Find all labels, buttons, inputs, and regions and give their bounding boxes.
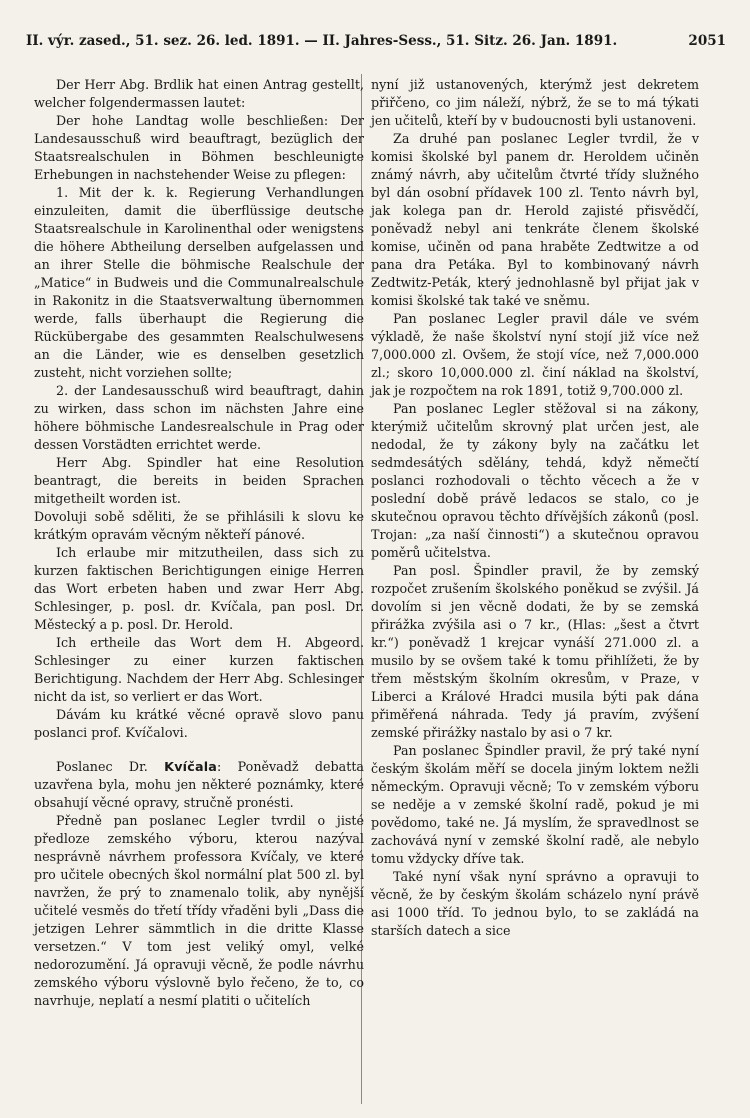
right-column (371, 76, 699, 940)
speaker-text: : Poněvadž debatta uzavřena byla, mohu jen některé poznámky, které obsahují věcné opravy, stručně pronésti. (34, 759, 364, 810)
page-number: 2051 (688, 33, 726, 49)
paragraph: Také nyní však nyní správno a opravuji to věcně, že by českým školám scházelo nyní právě asi 1000 tříd. To jednou bylo, to se zakládá na starších datech a sice (371, 869, 699, 938)
paragraph: Ich erlaube mir mitzutheilen, dass sich zu kurzen faktischen Berichtigungen einige Herren das Wort erbeten haben und zwar Herr Abg. Schlesinger, p. posl. dr. Kvíčala, pan posl. Dr. Městecký a p. posl. Dr. Herold. (34, 545, 364, 632)
paragraph: Pan poslanec Legler stěžoval si na zákony, kterýmiž učitelům skrovný plat určen jest, ale nedodal, že ty zákony byly na začátku let sedmdesátých sdělány, tehdá, když němečtí poslanci rozhodovali o těchto věcech a že v poslední době právě ledacos se stalo, co je skutečnou opravou těchto dřívějších zákonů (posl. Trojan: „za naší činnosti“) a skutečnou opravou poměrů učitelstva. (371, 401, 699, 560)
speaker-name: Kvíčala (164, 759, 218, 774)
paragraph: Dávám ku krátké věcné opravě slovo panu poslanci prof. Kvíčalovi. (34, 707, 364, 740)
speaker-intro: Poslanec Dr. (56, 759, 148, 774)
paragraph: Předně pan poslanec Legler tvrdil o jisté předloze zemského výboru, kterou nazýval nesprávně návrhem professora Kvíčaly, ve které pro učitele obecných škol normální plat 500 zl. byl navržen, že prý to znamenalo tolik, aby nynější učitelé vesměs do třetí třídy vřaděni byli „Dass die jetzigen Lehrer sämmtlich in die dritte Klasse versetzen.“ V tom jest veliký omyl, velké nedorozumění. Já opravuji věcně, že podle návrhu zemského výboru výslovně bylo řečeno, že to, co navrhuje, neplatí a nesmí platiti o učitelích (34, 813, 364, 1008)
running-head: II. výr. zased., 51. sez. 26. led. 1891. — II. Jahres-Sess., 51. Sitz. 26. Jan. 1891. (26, 33, 618, 49)
paragraph: Pan poslanec Špindler pravil, že prý také nyní českým školám měří se docela jiným loktem nežli německým. Opravuji věcně; To v zemském výboru se neděje a v zemské školní radě, pokud je mi povědomo, také ne. Já myslím, že spravedlnost se zachovává nyní v zemské školní radě, ale nebylo tomu vždycky dříve tak. (371, 743, 699, 866)
paragraph: Ich ertheile das Wort dem H. Abgeord. Schlesinger zu einer kurzen faktischen Berichtigung. Nachdem der Herr Abg. Schlesinger nicht da ist, so verliert er das Wort. (34, 635, 364, 704)
section-gap (34, 742, 364, 758)
paragraph: Der hohe Landtag wolle beschließen: Der Landesausschuß wird beauftragt, bezüglich der Staatsrealschulen in Böhmen beschleunigte Erhebungen in nachstehender Weise zu pflegen: (34, 113, 364, 182)
paragraph: 2. der Landesausschuß wird beauftragt, dahin zu wirken, dass schon im nächsten Jahre eine höhere böhmische Landesrealschule in Prag oder dessen Vorstädten errichtet werde. (34, 383, 364, 452)
paragraph: Pan posl. Špindler pravil, že by zemský rozpočet zrušením školského poněkud se zvýšil. Já dovolím si jen věcně dodati, že by se zemská přirážka zvýšila asi o 7 kr., (Hlas: „šest a čtvrt kr.“) poněvadž 1 krejcar vynáší 271.000 zl. a musilo by se ovšem také k tomu přihlížeti, že by třem městským školním okresům, v Praze, v Liberci a Králové Hradci musila býti pak dána přiměřená náhrada. Tedy já pravím, zvýšení zemské přirážky nastalo by asi o 7 kr. (371, 563, 699, 740)
paragraph: Za druhé pan poslanec Legler tvrdil, že v komisi školské byl panem dr. Heroldem učiněn známý návrh, aby učitelům čtvrté třídy služného byl dán osobní přídavek 100 zl. Tento návrh byl, jak kolega pan dr. Herold zajisté přisvědčí, poněvadž nebyl ani tenkráte členem školské komise, učiněn od pana hraběte Zedtwitze a od pana dra Petáka. Byl to kombinovaný návrh Zedtwitz-Peták, který jednohlasně byl přijat jak v komisi školské tak také ve sněmu. (371, 131, 699, 308)
paragraph: Dovoluji sobě sděliti, že se přihlásili k slovu ke krátkým opravám věcným někteří pánové. (34, 509, 364, 542)
page-header (26, 33, 726, 49)
paragraph: nyní již ustanovených, kterýmž jest dekretem přiřčeno, co jim náleží, nýbrž, že se to má týkati jen učitelů, kteří by v budoucnosti byli ustanoveni. (371, 77, 699, 128)
speaker-paragraph (34, 758, 364, 812)
left-column (34, 76, 364, 1010)
paragraph: 1. Mit der k. k. Regierung Verhandlungen einzuleiten, damit die überflüssige deutsche Staatsrealschule in Karolinenthal oder wenigstens die höhere Abtheilung derselben aufgelassen und an ihrer Stelle die böhmische Realschule der „Matice“ in Budweis und die Communalrealschule in Rakonitz in die Staatsverwaltung übernommen werde, falls überhaupt die Regierung die Rückübergabe des gesammten Realschulwesens an die Länder, wie es denselben gesetzlich zusteht, nicht vorziehen sollte; (34, 185, 364, 380)
paragraph: Herr Abg. Spindler hat eine Resolution beantragt, die bereits in beiden Sprachen mitgetheilt worden ist. (34, 455, 364, 506)
paragraph: Der Herr Abg. Brdlik hat einen Antrag gestellt, welcher folgendermassen lautet: (34, 77, 364, 110)
paragraph: Pan poslanec Legler pravil dále ve svém výkladě, že naše školství nyní stojí již více než 7,000.000 zl. Ovšem, že stojí více, než 7,000.000 zl.; skoro 10,000.000 zl. činí náklad na školství, jak je rozpočtem na rok 1891, totiž 9,700.000 zl. (371, 311, 699, 398)
